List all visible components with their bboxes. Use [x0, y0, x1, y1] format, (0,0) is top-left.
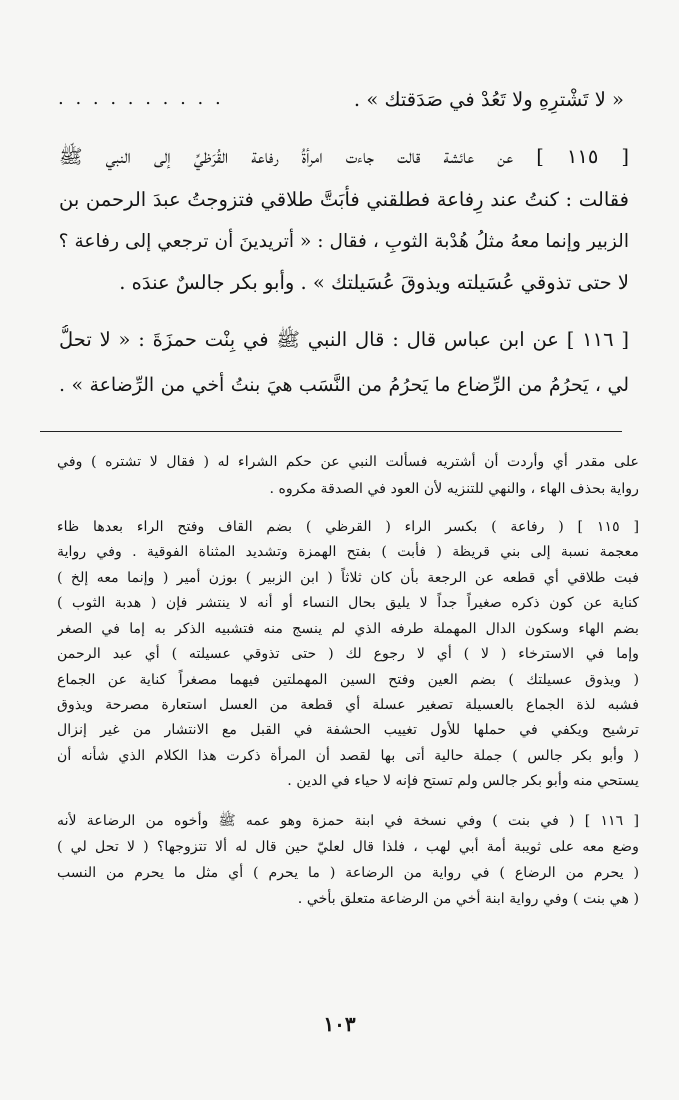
footnote-line: فشبه لذة الجماع بالعسيلة تصغير عسلة أي قطعة من العسل استعارة مصرحة ويذوق: [57, 697, 639, 713]
footnote-line: ( هي بنت ) وفي رواية ابنة أخي من الرضاعة متعلق بأخي .: [297, 891, 639, 907]
text-line: [ ١١٥ ] عن عائشة قالت جاءت امرأةُ رفاعة القُرَظيِّ إلى النبي ﷺ: [59, 145, 629, 168]
leader-dots: . . . . . . . . . .: [58, 88, 224, 109]
text-line: لا حتى تذوقي عُسَيلته ويذوقَ عُسَيلتك » . وأبو بكر جالسٌ عندَه .: [119, 271, 629, 294]
text-line: فقالت : كنتُ عند رِفاعة فطلقني فأَبَتَّ طلاقي فتزوجتُ عبدَ الرحمن بن: [59, 188, 629, 211]
footnote-line: وإما في الاسترخاء ( لا ) أي لا رجوع لك ( حتى تذوقي عسيلته ) أي عبد الرحمن: [57, 646, 639, 662]
text-line: الزبير وإنما معهُ مثلُ هُدْبة الثوبِ ، فقال : « أتريدينَ أن ترجعي إلى رفاعة ؟: [59, 231, 629, 252]
footnote-line: ( وأبو بكر جالس ) جملة حالية أتى بها لقصد أن المرأة ذكرت هذا الكلام الذي شأنه أن: [57, 748, 639, 764]
footnote-line: رواية بحذف الهاء ، والنهي للتنزيه لأن العود في الصدقة مكروه .: [269, 481, 639, 497]
footnote-line: معجمة نسبة إلى بني قريظة ( فأبت ) بفتح الهمزة وتشديد المثناة الفوقية . وفي رواية: [57, 544, 639, 560]
text-line: لي ، يَحرُمُ من الرِّضاع ما يَحرُمُ من النَّسَب هيَ بنتُ أخي من الرِّضاعة » .: [59, 374, 629, 396]
footnote-line: ( يحرم من الرضاع ) في رواية من الرضاعة ( ما يحرم ) أي مثل ما يحرم من النسب: [57, 865, 639, 881]
footnote-line: بضم الهاء وسكون الدال المهملة طرفه الذي لم ينسج منه فتشبيه الذكر به إما في الصغر: [57, 621, 639, 637]
footnote-line: ترشيح ويكفي في حملها للأول تغييب الحشفة في القبل مع الانتشار من غير إنزال: [57, 722, 639, 738]
footnote-line: فبت طلاقي أي قطعه عن الرجعة بأن كان ثلاثاً ( ابن الزبير ) بوزن أمير ( وإنما معه إلخ ): [57, 570, 639, 586]
footnote-divider: [40, 431, 622, 432]
text-line: [ ١١٦ ] عن ابن عباس قال : قال النبي ﷺ في بِنْت حمزَةَ : « لا تحلُّ: [59, 328, 629, 351]
text-line: « لا تَشْترِهِ ولا تَعُدْ في صَدَقتك » .: [353, 88, 624, 111]
page-number: ١٠٣: [323, 1012, 356, 1036]
footnote-line: [ ١١٦ ] ( في بنت ) وفي نسخة في ابنة حمزة وهو عمه ﷺ وأخوه من الرضاعة لأنه: [57, 813, 639, 829]
footnote-line: [ ١١٥ ] ( رفاعة ) بكسر الراء ( القرظي ) بضم القاف وفتح الراء بعدها ظاء: [57, 519, 639, 535]
footnote-line: ( ويذوق عسيلتك ) بضم العين وفتح السين المهملتين فيهما مصغراً كناية عن الجماع: [57, 672, 639, 688]
footnote-line: يستحي منه وأبو بكر جالس ولم تستح فإنه لا حياء في الدين .: [287, 773, 639, 789]
footnote-line: على مقدر أي وأردت أن أشتريه فسألت النبي عن حكم الشراء له ( فقال لا تشتره ) وفي: [57, 454, 639, 470]
footnote-line: كناية عن كون ذكره صغيراً جداً لا يليق بحال النساء أو أنه لا ينتشر فإن ( هدبة الثوب ): [57, 595, 639, 611]
footnote-line: وضع معه على ثويبة أمة أبي لهب ، فلذا قال لعليّ حين قال له ألا تتزوجها؟ ( لا تحل لي ): [57, 839, 639, 855]
